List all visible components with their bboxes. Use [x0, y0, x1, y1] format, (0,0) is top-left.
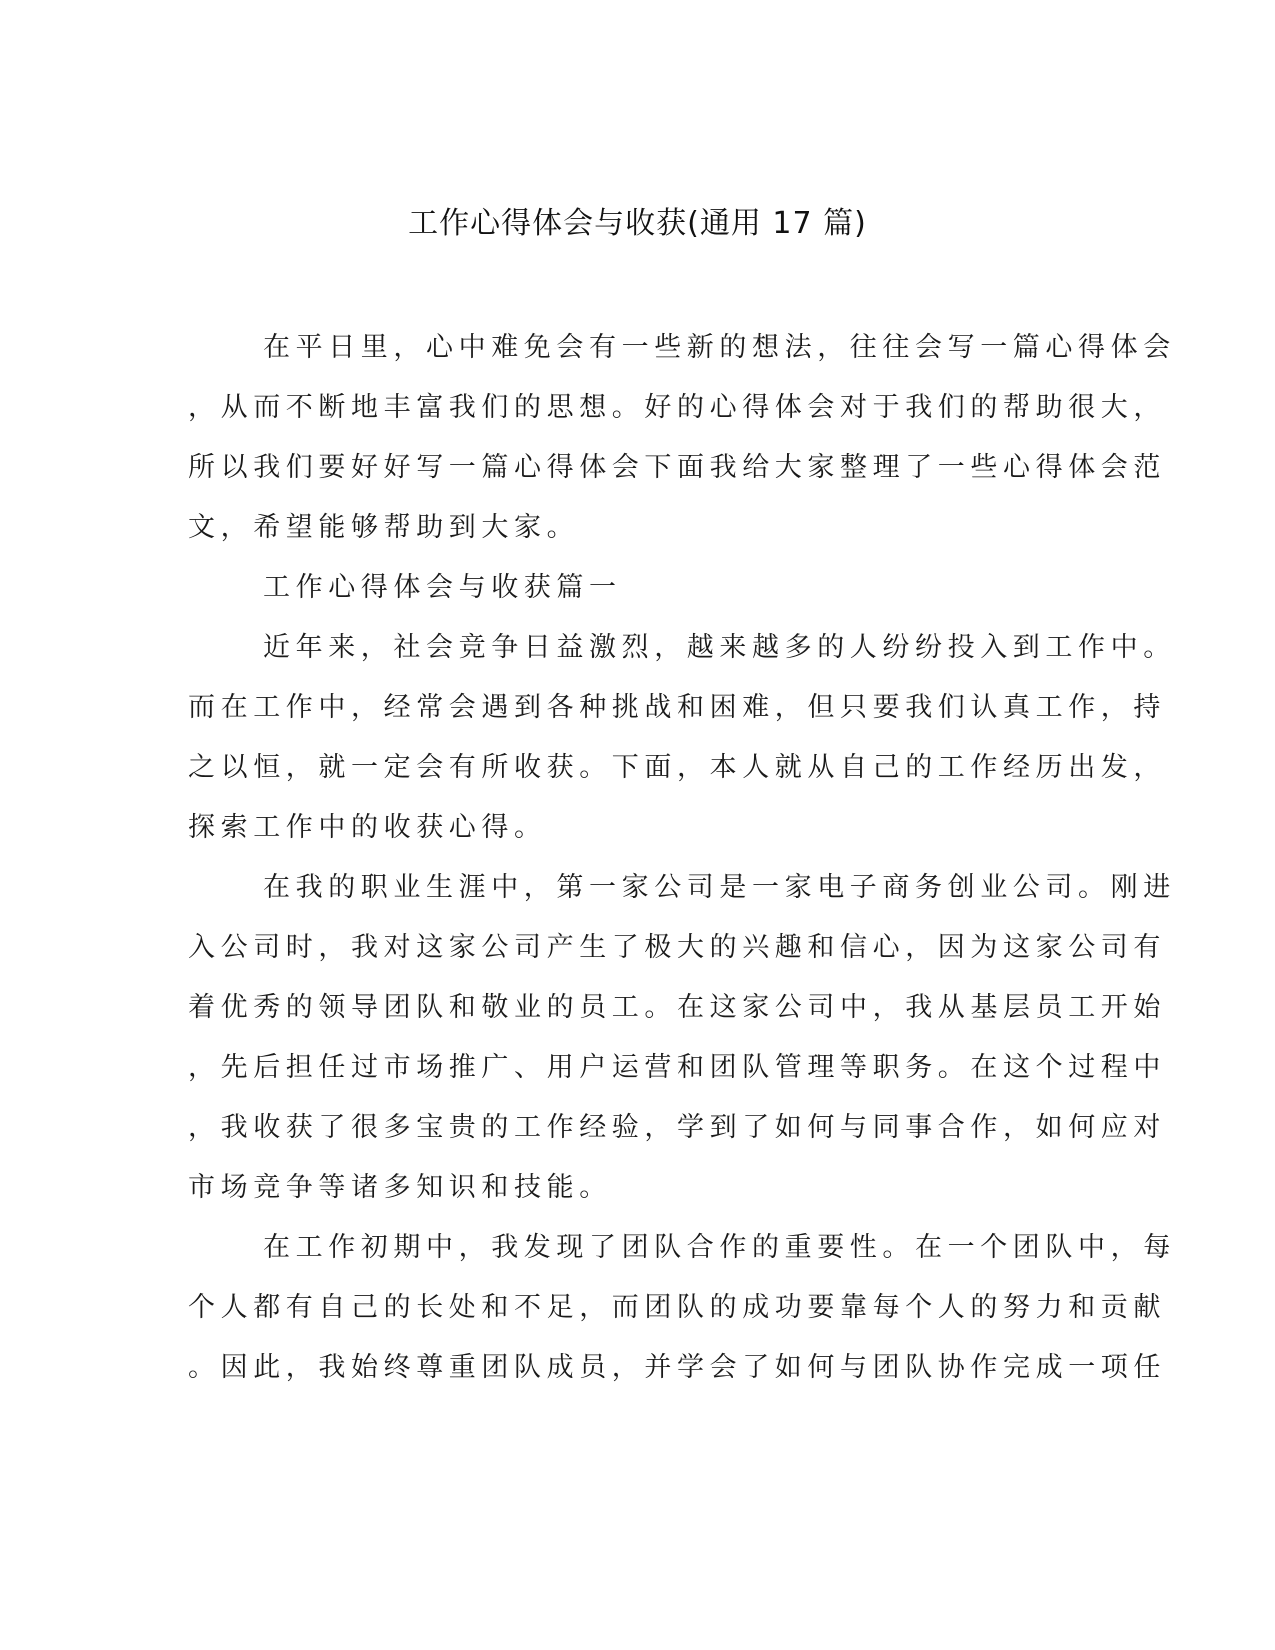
- paragraph-line: 市场竞争等诸多知识和技能。: [188, 1172, 612, 1203]
- paragraph-line: 而在工作中，经常会遇到各种挑战和困难，但只要我们认真工作，持: [188, 692, 1166, 723]
- paragraph-line: 个人都有自己的长处和不足，而团队的成功要靠每个人的努力和贡献: [188, 1292, 1166, 1323]
- paragraph-line: 近年来，社会竞争日益激烈，越来越多的人纷纷投入到工作中。: [263, 632, 1176, 663]
- paragraph-line: 之以恒，就一定会有所收获。下面，本人就从自己的工作经历出发，: [188, 752, 1166, 783]
- document-body: [188, 318, 1176, 1398]
- document-title: 工作心得体会与收获(通用 17 篇): [408, 206, 867, 241]
- paragraph-line: 在平日里，心中难免会有一些新的想法，往往会写一篇心得体会: [263, 332, 1176, 363]
- paragraph-line: ，我收获了很多宝贵的工作经验，学到了如何与同事合作，如何应对: [188, 1112, 1166, 1143]
- paragraph-line: 着优秀的领导团队和敬业的员工。在这家公司中，我从基层员工开始: [188, 992, 1166, 1023]
- paragraph-line: 在我的职业生涯中，第一家公司是一家电子商务创业公司。刚进: [263, 872, 1176, 903]
- paragraph-line: ，从而不断地丰富我们的思想。好的心得体会对于我们的帮助很大，: [188, 392, 1166, 423]
- paragraph-line: 文，希望能够帮助到大家。: [188, 512, 580, 543]
- paragraph-line: 所以我们要好好写一篇心得体会下面我给大家整理了一些心得体会范: [188, 452, 1166, 483]
- paragraph-line: 探索工作中的收获心得。: [188, 812, 547, 843]
- paragraph-line: 在工作初期中，我发现了团队合作的重要性。在一个团队中，每: [263, 1232, 1176, 1263]
- paragraph-line: 入公司时，我对这家公司产生了极大的兴趣和信心，因为这家公司有: [188, 932, 1166, 963]
- paragraph-line: ，先后担任过市场推广、用户运营和团队管理等职务。在这个过程中: [188, 1052, 1166, 1083]
- section-heading: 工作心得体会与收获篇一: [263, 572, 622, 603]
- paragraph-line: 。因此，我始终尊重团队成员，并学会了如何与团队协作完成一项任: [188, 1352, 1166, 1383]
